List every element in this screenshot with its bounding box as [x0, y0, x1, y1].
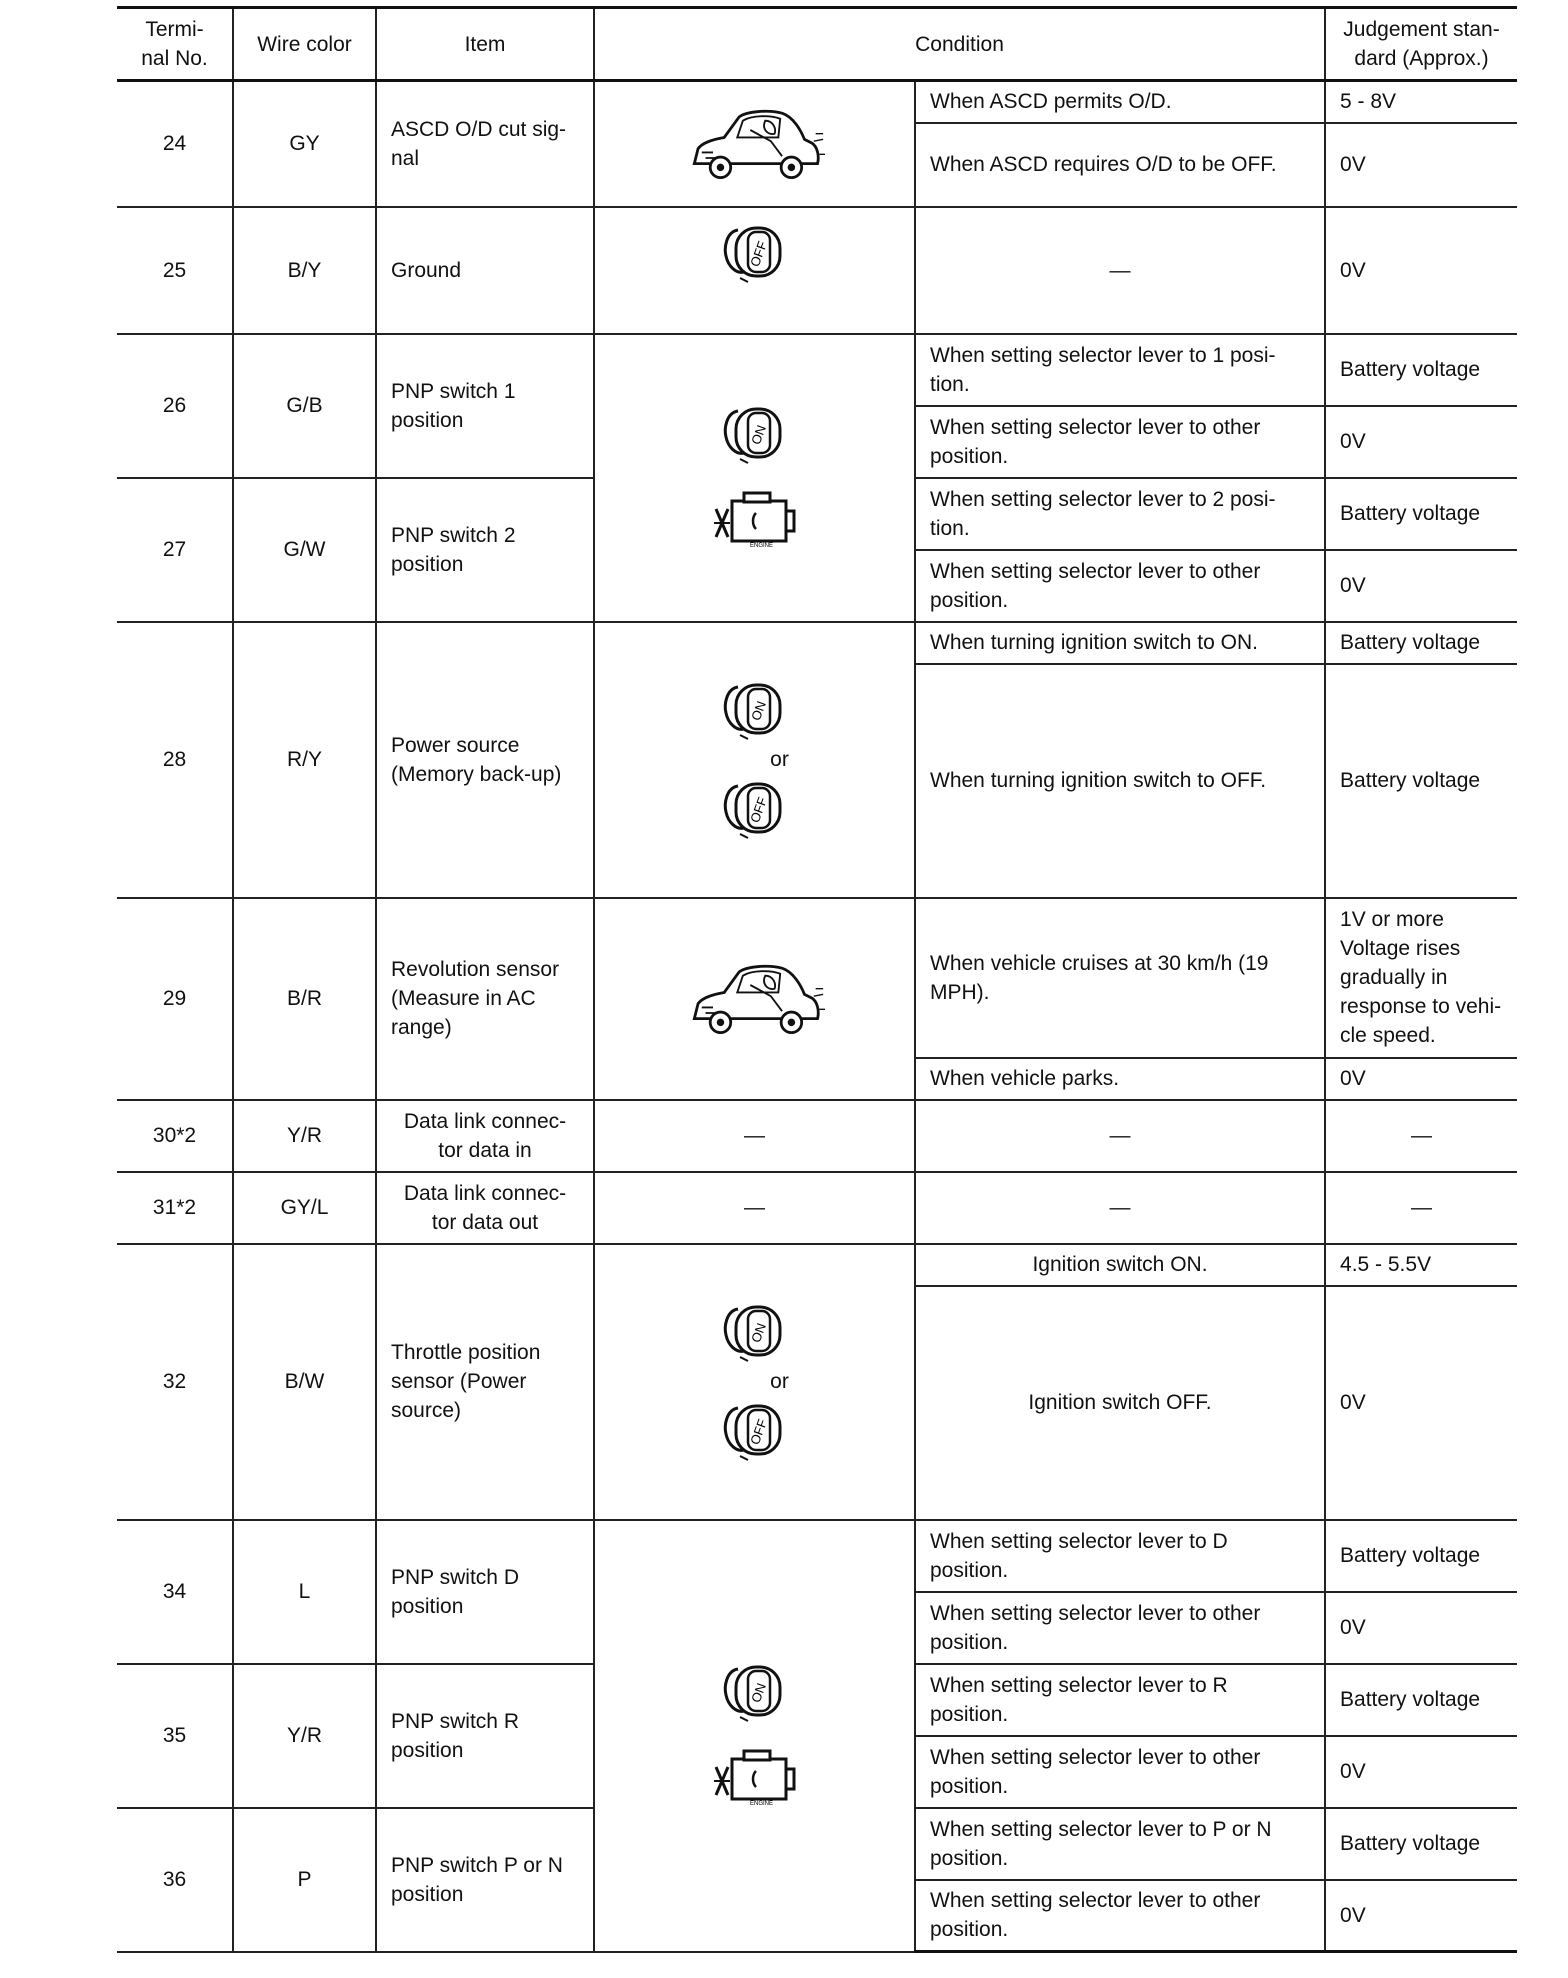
judgement-value: Battery voltage — [1325, 334, 1517, 406]
condition-text: — — [915, 1100, 1325, 1172]
header-wire-color: Wire color — [233, 8, 376, 81]
car-driving-icon — [685, 957, 825, 1041]
judgement-value: 0V — [1325, 1058, 1517, 1100]
judgement-value: 0V — [1325, 207, 1517, 334]
condition-text: When setting selector lever to other position. — [915, 1592, 1325, 1664]
item-name: Power source (Memory back-up) — [376, 622, 594, 898]
judgement-value: 5 - 8V — [1325, 81, 1517, 123]
condition-icon-cell — [594, 1244, 915, 1520]
condition-text: When setting selector lever to 1 posi- tion. — [915, 334, 1325, 406]
wire-color: L — [233, 1520, 376, 1664]
wire-color: Y/R — [233, 1664, 376, 1808]
terminal-number: 30*2 — [117, 1100, 233, 1172]
item-name: Throttle position sensor (Power source) — [376, 1244, 594, 1520]
terminal-number: 28 — [117, 622, 233, 898]
judgement-value: Battery voltage — [1325, 1808, 1517, 1880]
table-row — [117, 334, 1517, 406]
condition-text: When ASCD permits O/D. — [915, 81, 1325, 123]
terminal-number: 29 — [117, 898, 233, 1100]
item-name: PNP switch P or N position — [376, 1808, 594, 1952]
judgement-value: 0V — [1325, 1736, 1517, 1808]
ignition-key-off-icon — [720, 1400, 790, 1462]
condition-icon-cell — [594, 1520, 915, 1952]
terminal-number: 25 — [117, 207, 233, 334]
header-judgement: Judgement stan- dard (Approx.) — [1325, 8, 1517, 81]
ignition-key-on-icon — [720, 403, 790, 465]
condition-icon-cell — [594, 81, 915, 207]
ignition-key-off-icon — [720, 778, 790, 840]
judgement-value: 0V — [1325, 1286, 1517, 1520]
terminal-number: 34 — [117, 1520, 233, 1664]
terminal-reference-table — [117, 6, 1517, 1953]
condition-text: — — [915, 1172, 1325, 1244]
condition-text: When setting selector lever to R position. — [915, 1664, 1325, 1736]
ignition-key-on-icon — [720, 679, 790, 741]
wire-color: B/W — [233, 1244, 376, 1520]
wire-color: B/R — [233, 898, 376, 1100]
table-row — [117, 1100, 1517, 1172]
judgement-value: 0V — [1325, 1880, 1517, 1952]
engine-running-icon — [710, 487, 800, 553]
condition-icon-cell — [594, 334, 915, 622]
item-name: PNP switch D position — [376, 1520, 594, 1664]
condition-icon-cell — [594, 207, 915, 334]
table-row — [117, 1520, 1517, 1592]
condition-text: Ignition switch ON. — [915, 1244, 1325, 1286]
condition-text: Ignition switch OFF. — [915, 1286, 1325, 1520]
judgement-value: Battery voltage — [1325, 1520, 1517, 1592]
wire-color: GY — [233, 81, 376, 207]
condition-text: When turning ignition switch to ON. — [915, 622, 1325, 664]
table-row — [117, 1172, 1517, 1244]
or-label: or — [770, 1370, 789, 1393]
item-name: Data link connec- tor data in — [376, 1100, 594, 1172]
item-name: PNP switch 2 position — [376, 478, 594, 622]
condition-text: When setting selector lever to D position. — [915, 1520, 1325, 1592]
header-terminal-no: Termi- nal No. — [117, 8, 233, 81]
terminal-number: 24 — [117, 81, 233, 207]
condition-icon-cell: — — [594, 1100, 915, 1172]
judgement-value: 0V — [1325, 1592, 1517, 1664]
judgement-value: 0V — [1325, 123, 1517, 207]
judgement-value: 0V — [1325, 550, 1517, 622]
condition-text: When setting selector lever to other position. — [915, 550, 1325, 622]
condition-text: When vehicle cruises at 30 km/h (19 MPH). — [915, 898, 1325, 1058]
wire-color: Y/R — [233, 1100, 376, 1172]
ignition-key-on-icon — [720, 1661, 790, 1723]
ignition-key-off-icon — [720, 222, 790, 284]
terminal-number: 31*2 — [117, 1172, 233, 1244]
engine-running-icon — [710, 1745, 800, 1811]
judgement-value: Battery voltage — [1325, 664, 1517, 898]
wire-color: P — [233, 1808, 376, 1952]
terminal-number: 32 — [117, 1244, 233, 1520]
condition-icon-cell: — — [594, 1172, 915, 1244]
header-item: Item — [376, 8, 594, 81]
header-row — [117, 8, 1517, 81]
judgement-value: 0V — [1325, 406, 1517, 478]
item-name: Revolution sensor (Measure in AC range) — [376, 898, 594, 1100]
condition-text: When setting selector lever to other position. — [915, 406, 1325, 478]
header-condition: Condition — [594, 8, 1325, 81]
item-name: Ground — [376, 207, 594, 334]
judgement-value: 4.5 - 5.5V — [1325, 1244, 1517, 1286]
terminal-number: 36 — [117, 1808, 233, 1952]
item-name: Data link connec- tor data out — [376, 1172, 594, 1244]
judgement-value: — — [1325, 1100, 1517, 1172]
judgement-value: Battery voltage — [1325, 622, 1517, 664]
table-row — [117, 207, 1517, 334]
terminal-table-page — [117, 6, 1517, 1953]
condition-icon-cell — [594, 622, 915, 898]
condition-icon-cell — [594, 898, 915, 1100]
table-row — [117, 622, 1517, 664]
condition-text: When vehicle parks. — [915, 1058, 1325, 1100]
wire-color: G/W — [233, 478, 376, 622]
ignition-key-on-icon — [720, 1301, 790, 1363]
wire-color: GY/L — [233, 1172, 376, 1244]
condition-text: — — [915, 207, 1325, 334]
item-name: PNP switch 1 position — [376, 334, 594, 478]
condition-text: When setting selector lever to other position. — [915, 1736, 1325, 1808]
judgement-value: Battery voltage — [1325, 478, 1517, 550]
condition-text: When setting selector lever to 2 posi- tion. — [915, 478, 1325, 550]
terminal-number: 27 — [117, 478, 233, 622]
table-row — [117, 898, 1517, 1058]
judgement-value: Battery voltage — [1325, 1664, 1517, 1736]
condition-text: When turning ignition switch to OFF. — [915, 664, 1325, 898]
terminal-number: 26 — [117, 334, 233, 478]
wire-color: R/Y — [233, 622, 376, 898]
wire-color: G/B — [233, 334, 376, 478]
condition-text: When setting selector lever to other position. — [915, 1880, 1325, 1952]
item-name: ASCD O/D cut sig- nal — [376, 81, 594, 207]
wire-color: B/Y — [233, 207, 376, 334]
terminal-number: 35 — [117, 1664, 233, 1808]
car-driving-icon — [685, 102, 825, 186]
judgement-value: 1V or more Voltage rises gradually in response to vehi- cle speed. — [1325, 898, 1517, 1058]
table-row — [117, 1244, 1517, 1286]
item-name: PNP switch R position — [376, 1664, 594, 1808]
table-row — [117, 81, 1517, 123]
or-label: or — [770, 748, 789, 771]
condition-text: When setting selector lever to P or N position. — [915, 1808, 1325, 1880]
judgement-value: — — [1325, 1172, 1517, 1244]
condition-text: When ASCD requires O/D to be OFF. — [915, 123, 1325, 207]
